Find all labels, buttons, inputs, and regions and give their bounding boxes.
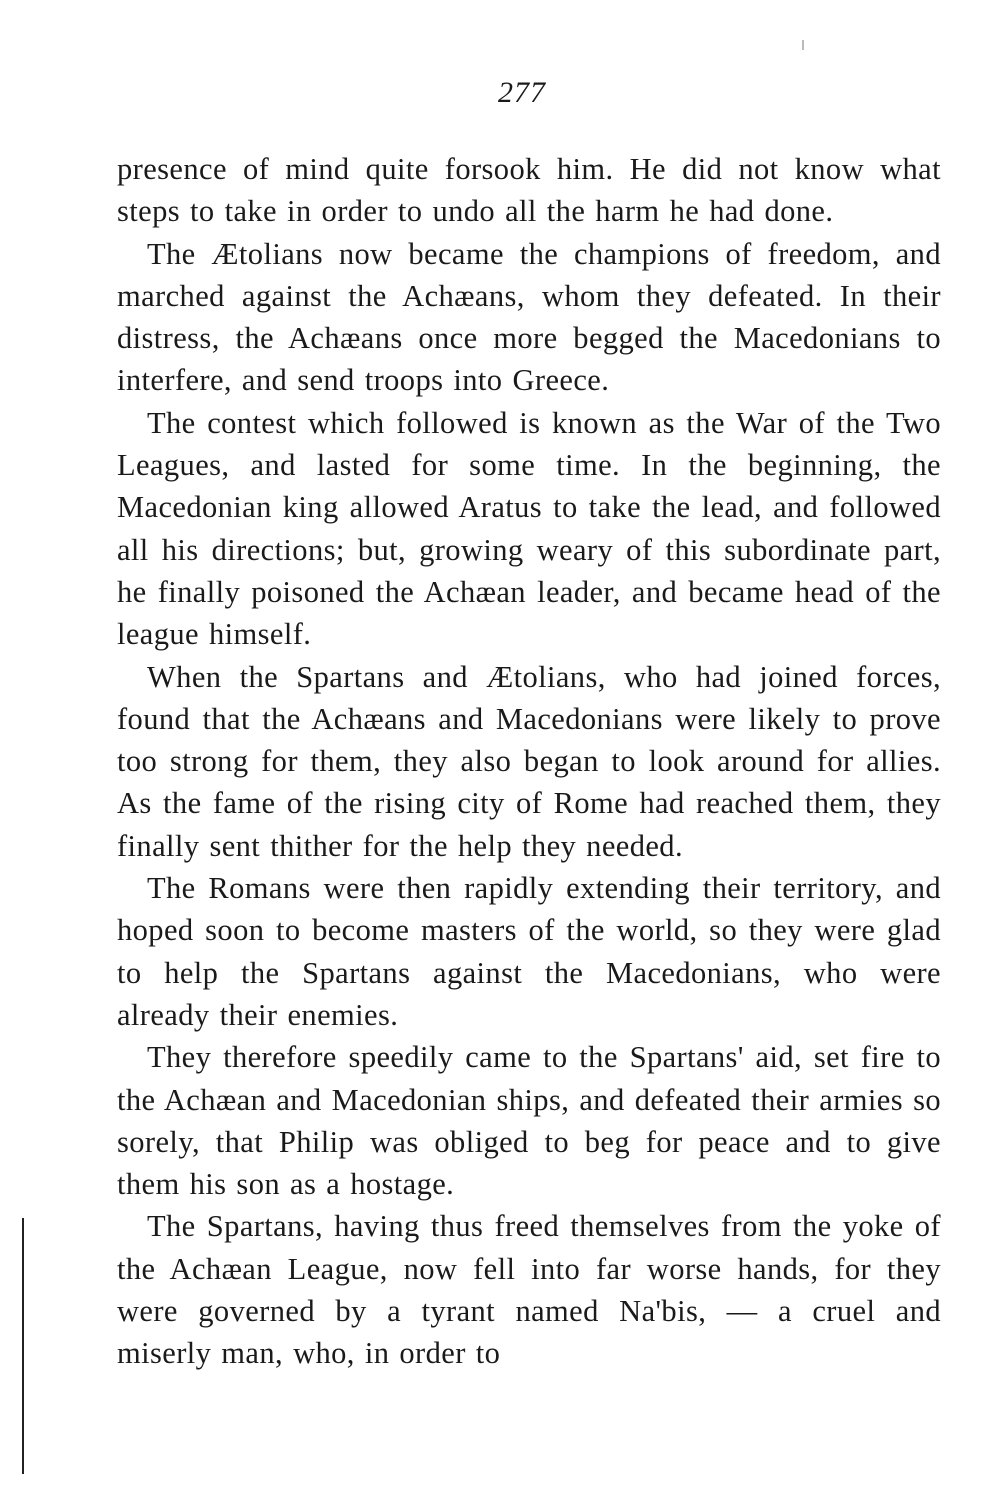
scan-mark: [802, 40, 804, 50]
margin-rule: [22, 1218, 24, 1474]
paragraph-1: presence of mind quite forsook him. He did not know what steps to take in order to undo all the harm he had done.: [117, 152, 941, 229]
paragraph-7: The Spartans, having thus freed themselves from the yoke of the Achæan League, now fell into far worse hands, for they were governed by a tyrant named Na'bis, — a cruel and miserly man, who, in order to: [117, 1209, 941, 1371]
page-number: 277: [498, 76, 546, 109]
paragraph-4: When the Spartans and Ætolians, who had joined forces, found that the Achæans and Macedonians were likely to prove too strong for them, they also began to look around for allies. As the fame of the rising city of Rome had reached them, they finally sent thither for the help they needed.: [117, 659, 941, 863]
paragraph-6: They therefore speedily came to the Spartans' aid, set fire to the Achæan and Macedonian ships, and defeated their armies so sorely, that Philip was obliged to beg for peace and to give them his son as a hostage.: [117, 1040, 941, 1202]
paragraph-3: The contest which followed is known as the War of the Two Leagues, and lasted for some time. In the beginning, the Macedonian king allowed Aratus to take the lead, and followed all his directions; but, growing weary of this subordinate part, he finally poisoned the Achæan leader, and became head of the league himself.: [117, 405, 941, 652]
paragraph-5: The Romans were then rapidly extending their territory, and hoped soon to become masters of the world, so they were glad to help the Spartans against the Macedonians, who were already their enemies.: [117, 871, 941, 1032]
paragraph-2: The Ætolians now became the champions of freedom, and marched against the Achæans, whom they defeated. In their distress, the Achæans once more begged the Macedonians to interfere, and send troops into Greece.: [117, 236, 941, 398]
body-text: [117, 148, 941, 1375]
